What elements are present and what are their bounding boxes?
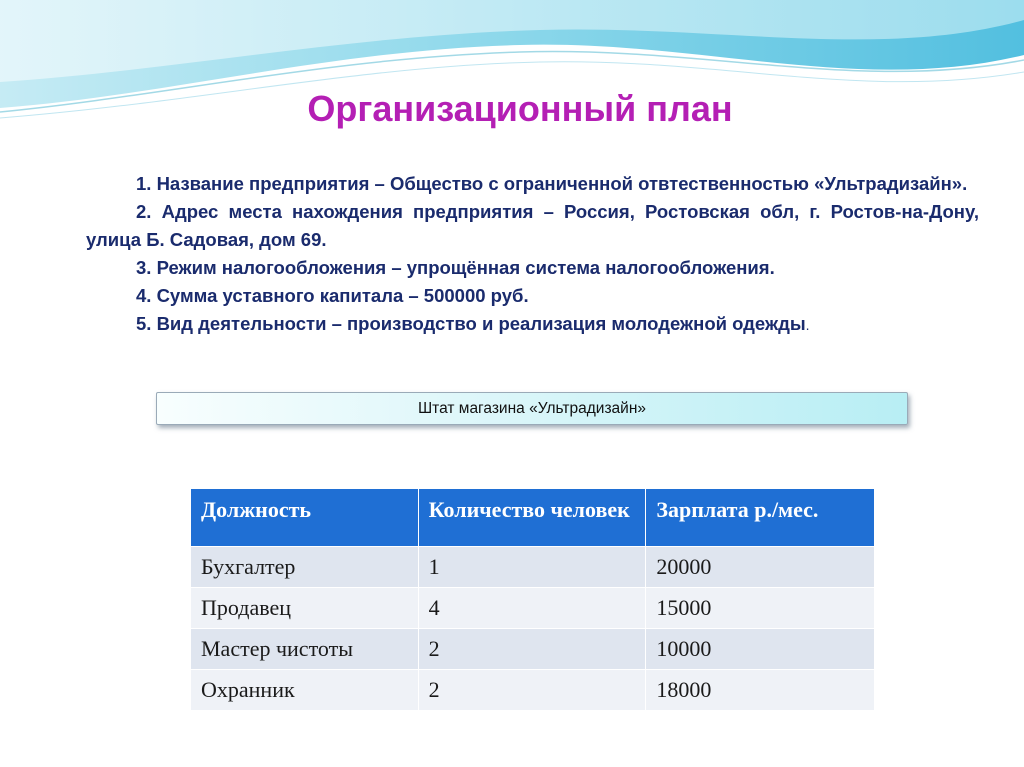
plan-item-text: 3. Режим налогообложения – упрощённая система налогообложения.	[136, 257, 775, 278]
cell-position: Мастер чистоты	[191, 629, 419, 670]
header-position: Должность	[191, 489, 419, 547]
plan-item	[86, 254, 979, 282]
cell-position: Охранник	[191, 670, 419, 711]
plan-item-period: .	[805, 317, 810, 333]
plan-item-text: 1. Название предприятия – Общество с ограниченной отвтественностью «Ультрадизайн».	[136, 173, 968, 194]
cell-position: Бухгалтер	[191, 547, 419, 588]
plan-item-text: 2. Адрес места нахождения предприятия – Россия, Ростовская обл, г. Ростов-на-Дону, улица Б. Садовая, дом 69.	[86, 201, 979, 250]
table-header-row	[191, 489, 875, 547]
slide-title: Организационный план	[307, 88, 733, 129]
plan-item	[86, 170, 979, 198]
cell-position: Продавец	[191, 588, 419, 629]
table-row	[191, 588, 875, 629]
plan-item-text: 5. Вид деятельности – производство и реализация молодежной одежды	[136, 313, 806, 334]
header-salary: Зарплата р./мес.	[646, 489, 875, 547]
plan-item	[86, 310, 979, 339]
staff-table	[190, 488, 875, 711]
plan-item	[86, 282, 979, 310]
cell-count: 1	[418, 547, 646, 588]
table-row	[191, 670, 875, 711]
cell-count: 4	[418, 588, 646, 629]
cell-count: 2	[418, 629, 646, 670]
table-row	[191, 629, 875, 670]
header-count: Количество человек	[418, 489, 646, 547]
staff-banner: Штат магазина «Ультрадизайн»	[156, 392, 908, 425]
cell-salary: 10000	[646, 629, 875, 670]
cell-count: 2	[418, 670, 646, 711]
plan-item	[86, 198, 979, 254]
cell-salary: 15000	[646, 588, 875, 629]
cell-salary: 20000	[646, 547, 875, 588]
plan-item-text: 4. Сумма уставного капитала – 500000 руб.	[136, 285, 529, 306]
cell-salary: 18000	[646, 670, 875, 711]
table-row	[191, 547, 875, 588]
plan-list	[86, 170, 979, 339]
